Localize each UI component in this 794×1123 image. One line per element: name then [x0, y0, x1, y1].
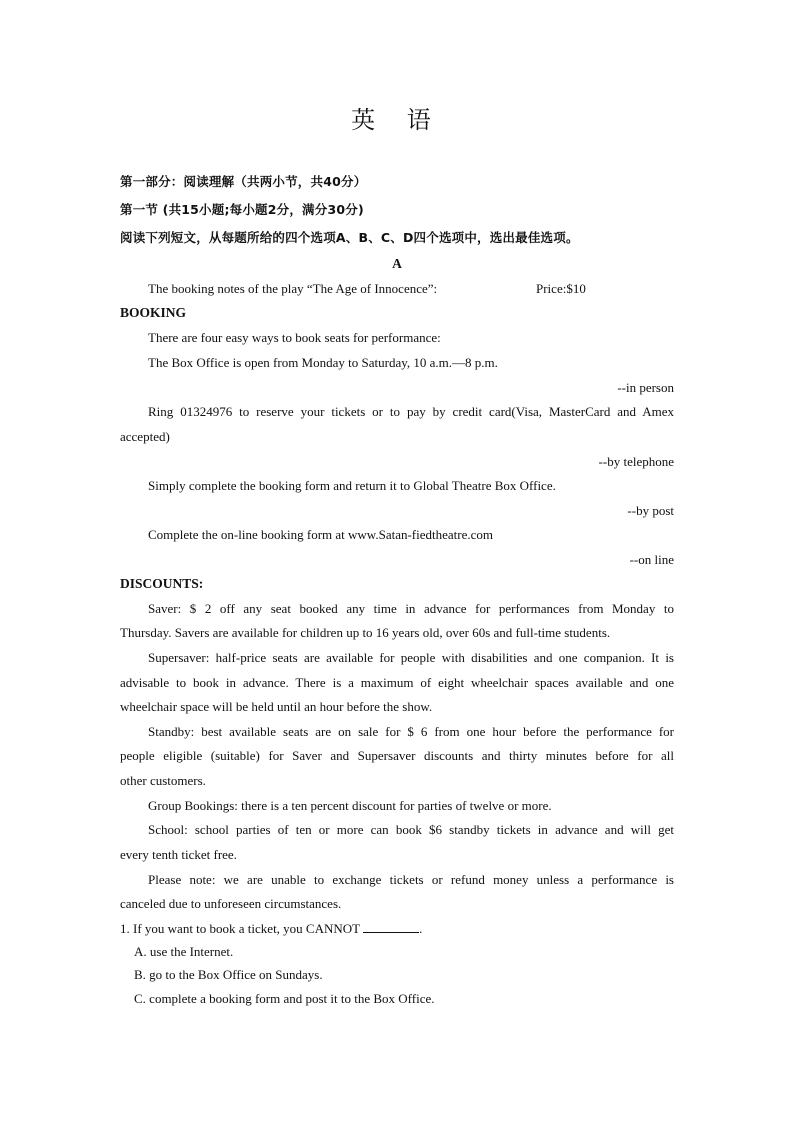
method-in-person: --in person	[617, 380, 674, 395]
supersaver-line-2: advisable to book in advance. There is a maximum of eight wheelchair spaces available and one	[120, 675, 674, 690]
passage-letter: A	[392, 256, 402, 271]
school-line-2: every tenth ticket free.	[120, 847, 237, 862]
part-heading: 第一部分：阅读理解（共两小节，共40分）	[120, 174, 367, 189]
note-line-1: Please note: we are unable to exchange tickets or refund money unless a performance is	[148, 872, 674, 887]
note-line-2: canceled due to unforeseen circumstances.	[120, 896, 342, 911]
saver-line-2: Thursday. Savers are available for children up to 16 years old, over 60s and full-time students.	[120, 625, 611, 640]
standby-line-3: other customers.	[120, 773, 206, 788]
question-1-end: .	[419, 921, 423, 936]
section-heading: 第一节 (共15小题;每小题2分，满分30分)	[120, 202, 364, 217]
school-line-1: School: school parties of ten or more can book $6 standby tickets in advance and will get	[148, 822, 674, 837]
way-telephone-cont: accepted)	[120, 429, 170, 444]
way-telephone: Ring 01324976 to reserve your tickets or to pay by credit card(Visa, MasterCard and Amex	[148, 404, 674, 419]
saver-line-1: Saver: $ 2 off any seat booked any time in advance for performances from Monday to	[148, 601, 674, 616]
supersaver-line-3: wheelchair space will be held until an hour before the show.	[120, 699, 433, 714]
method-online: --on line	[629, 552, 674, 567]
option-c: C. complete a booking form and post it to the Box Office.	[134, 991, 435, 1006]
group-bookings: Group Bookings: there is a ten percent discount for parties of twelve or more.	[148, 798, 552, 813]
method-telephone: --by telephone	[598, 454, 674, 469]
instruction: 阅读下列短文，从每题所给的四个选项A、B、C、D四个选项中，选出最佳选项。	[120, 230, 579, 245]
standby-line-1: Standby: best available seats are on sale for $ 6 from one hour before the performance for	[148, 724, 674, 739]
booking-lead: There are four easy ways to book seats for performance:	[148, 330, 441, 345]
option-b: B. go to the Box Office on Sundays.	[134, 967, 323, 982]
way-post: Simply complete the booking form and return it to Global Theatre Box Office.	[148, 478, 556, 493]
intro-text: The booking notes of the play “The Age of Innocence”:	[148, 281, 438, 296]
method-post: --by post	[627, 503, 674, 518]
way-online: Complete the on-line booking form at www.Satan-fiedtheatre.com	[148, 527, 494, 542]
price-text: Price:$10	[536, 281, 586, 296]
answer-blank	[363, 920, 419, 933]
way-in-person: The Box Office is open from Monday to Saturday, 10 a.m.—8 p.m.	[148, 355, 498, 370]
question-1-stem	[120, 917, 674, 942]
booking-heading: BOOKING	[120, 305, 187, 320]
discounts-heading: DISCOUNTS:	[120, 576, 204, 591]
supersaver-line-1: Supersaver: half-price seats are available for people with disabilities and one companion. It is	[148, 650, 674, 665]
intro-line	[120, 277, 674, 302]
question-1-text: 1. If you want to book a ticket, you CANNOT	[120, 921, 360, 936]
standby-line-2: people eligible (suitable) for Saver and Supersaver discounts and thirty minutes before for all	[120, 748, 674, 763]
option-a: A. use the Internet.	[134, 944, 234, 959]
page-title: 英 语	[351, 106, 443, 134]
